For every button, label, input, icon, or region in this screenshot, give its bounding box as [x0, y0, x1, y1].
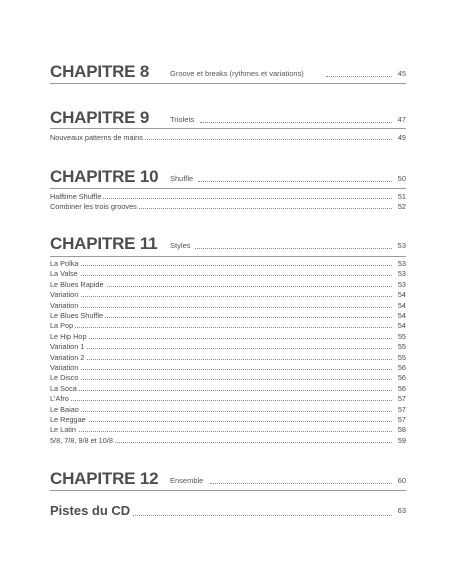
entry-page: 56: [395, 384, 406, 394]
entry-title: Le Baiao: [50, 404, 79, 414]
entry-title: Le Blues Shuffle: [50, 311, 104, 320]
chapter-number: CHAPITRE 12: [50, 469, 159, 488]
entry-title: Variation: [50, 363, 79, 372]
entry-page: 55: [395, 342, 406, 352]
chapter-9-rule: [50, 128, 406, 129]
entry-page: 57: [395, 415, 406, 425]
leader-dots: [50, 390, 392, 391]
entry-page: 51: [395, 192, 406, 202]
chapter-title: Triolets: [170, 115, 195, 124]
toc-entry: [50, 425, 406, 435]
leader-dots: [50, 431, 392, 432]
toc-entry: [50, 202, 406, 212]
toc-entry: [50, 353, 406, 363]
entry-title: La Pop: [50, 321, 74, 331]
leader-dots: [50, 307, 392, 308]
toc-entry: [50, 342, 406, 352]
entry-title: Variation: [50, 300, 79, 310]
toc-entry: [50, 192, 406, 202]
leader-dots: [50, 348, 392, 349]
chapter-8-heading: [50, 58, 406, 80]
chapter-10-heading: [50, 163, 406, 185]
cd-page: 63: [398, 501, 406, 521]
toc-entry: [50, 436, 406, 446]
leader-dots: [50, 338, 392, 339]
leader-dots: [50, 275, 392, 276]
entry-page: 54: [395, 321, 406, 331]
entry-page: 53: [395, 259, 406, 269]
leader-dots: [50, 296, 392, 297]
chapter-number: CHAPITRE 10: [50, 167, 159, 186]
entry-title: Variation 2: [50, 352, 85, 362]
toc-entry: [50, 363, 406, 373]
entry-page: 54: [395, 301, 406, 311]
leader-dots: [50, 369, 392, 370]
entry-title: Variation 1: [50, 342, 85, 352]
toc-entry: [50, 394, 406, 404]
entry-page: 56: [395, 373, 406, 383]
entry-title: Le Latin: [50, 425, 76, 435]
chapter-page: 53: [397, 241, 406, 250]
chapter-title: Groove et breaks (rythmes et variations): [170, 69, 304, 78]
toc-entry: [50, 321, 406, 331]
leader-dots: [50, 327, 392, 328]
chapter-8-rule: [50, 83, 406, 84]
entry-title: Le Disco: [50, 373, 79, 383]
cd-tracks-heading: [50, 501, 406, 521]
entry-title: Le Blues Rapide: [50, 279, 104, 289]
leader-dots: [195, 248, 392, 249]
entry-title: Nouveaux patterns de mains: [50, 133, 143, 142]
chapter-title: Styles: [170, 241, 191, 250]
leader-dots: [326, 76, 392, 77]
chapter-page: 60: [397, 476, 406, 485]
toc-entry: [50, 415, 406, 425]
leader-dots: [50, 421, 392, 422]
entry-title: La Polka: [50, 259, 79, 268]
chapter-number: CHAPITRE 11: [50, 234, 158, 253]
leader-dots: [50, 379, 392, 380]
leader-dots: [50, 411, 392, 412]
entry-page: 55: [395, 353, 406, 363]
entry-page: 53: [395, 280, 406, 290]
chapter-9-heading: [50, 104, 406, 126]
chapter-12-rule: [50, 490, 406, 491]
toc-entry: [50, 133, 406, 143]
toc-entry: [50, 332, 406, 342]
chapter-title: Ensemble: [170, 476, 204, 485]
leader-dots: [210, 483, 392, 484]
entry-page: 56: [395, 363, 406, 373]
leader-dots: [198, 181, 392, 182]
leader-dots: [200, 122, 392, 123]
leader-dots: [50, 265, 392, 266]
toc-entry: [50, 311, 406, 321]
entry-page: 53: [395, 269, 406, 279]
entry-title: Variation: [50, 290, 79, 300]
toc-entry: [50, 269, 406, 279]
entry-title: Le Reggae: [50, 415, 86, 424]
entry-title: Halftime Shuffle: [50, 192, 102, 201]
entry-page: 57: [395, 405, 406, 415]
cd-title: Pistes du CD: [50, 501, 133, 521]
chapter-number: CHAPITRE 9: [50, 108, 150, 127]
toc-entry: [50, 405, 406, 415]
entry-title: Combiner les trois grooves: [50, 202, 137, 211]
chapter-page: 45: [397, 69, 406, 78]
entry-page: 54: [395, 290, 406, 300]
toc-entry: [50, 384, 406, 394]
entry-title: La Soca: [50, 383, 77, 393]
chapter-number: CHAPITRE 8: [50, 62, 150, 81]
entry-title: 5/8, 7/8, 9/8 et 10/8: [50, 435, 113, 445]
chapter-11-heading: [50, 230, 406, 252]
toc-entry: [50, 290, 406, 300]
entry-title: L'Afro: [50, 394, 69, 404]
leader-dots: [50, 359, 392, 360]
entry-page: 55: [395, 332, 406, 342]
chapter-title: Shuffle: [170, 174, 194, 183]
entry-page: 54: [395, 311, 406, 321]
entry-title: La Valse: [50, 269, 78, 279]
entry-page: 49: [395, 133, 406, 143]
entry-title: Le Hip Hop: [50, 331, 87, 341]
toc-entry: [50, 280, 406, 290]
chapter-10-rule: [50, 188, 406, 189]
entry-page: 59: [395, 436, 406, 446]
entry-page: 58: [395, 425, 406, 435]
toc-entry: [50, 259, 406, 269]
toc-entry: [50, 301, 406, 311]
leader-dots: [50, 400, 392, 401]
entry-page: 57: [395, 394, 406, 404]
chapter-11-rule: [50, 256, 406, 257]
chapter-page: 50: [397, 174, 406, 183]
toc-entry: [50, 373, 406, 383]
chapter-12-heading: [50, 465, 406, 487]
entry-page: 52: [395, 202, 406, 212]
chapter-page: 47: [397, 115, 406, 124]
